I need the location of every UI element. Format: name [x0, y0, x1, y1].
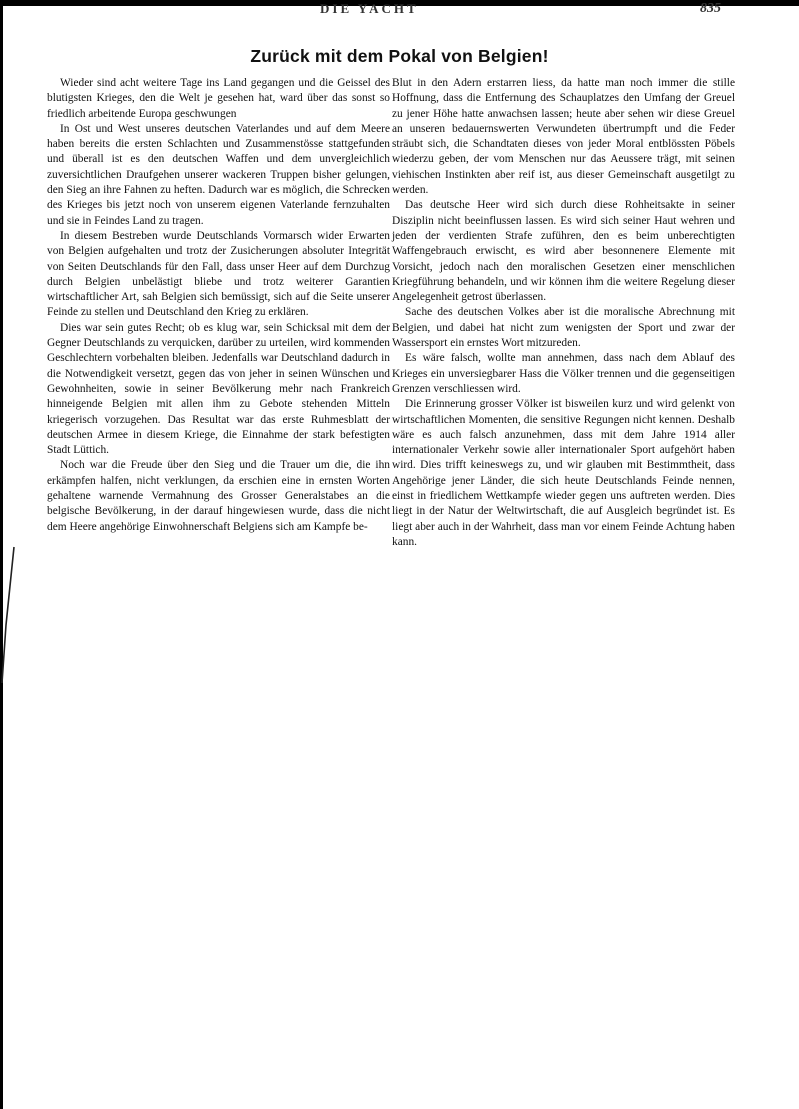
paragraph: In diesem Bestreben wurde Deutschlands Vormarsch wider Erwarten von Belgien aufgehalten und trotz der Zusicherungen absoluter Integrität von Seiten Deutschlands für den Fall, dass unser Heer auf dem Durchzug durch Belgien unbelästigt bliebe und trotz weiterer Garantien wirtschaftlicher Art, sah Belgien sich bemüssigt, sich auf die Seite unserer Feinde zu stellen und Deutschland den Krieg zu erklären.: [47, 229, 390, 319]
paragraph: Die Erinnerung grosser Völker ist bisweilen kurz und wird gelenkt von wirtschaftlichen Momenten, die sensitive Regungen nicht kennen. Deshalb wäre es auch falsch anzunehmen, dass mit dem Jahre 1914 aller internationaler Verkehr sowie aller internationaler Sport aufgehört haben wird. Dies trifft keineswegs zu, und wir glauben mit Bestimmtheit, dass Angehörige jener Länder, die sich heute Deutschlands Feinde nennen, einst in friedlichem Wettkampfe wieder gegen uns auftreten werden. Dies liegt in der Natur der Weltwirtschaft, die auf Ausgleich begründet ist. Es liegt aber auch in der Wahrheit, dass man vor einem Feinde Achtung haben kann.: [392, 398, 735, 548]
page-tear-mark: [0, 545, 30, 685]
article-title: Zurück mit dem Pokal von Belgien!: [250, 46, 549, 66]
paragraph: In Ost und West unseres deutschen Vaterlandes und auf dem Meere haben bereits die ersten Schlachten und Zusammenstösse stattgefunden und überall ist es den deutschen Waffen und dem unvergleichlich zuversichtlichen Draufgehen unserer wackeren Truppen bisher gelungen, den Sieg an ihre Fahnen zu heften. Dadurch war es möglich, die Schrecken des Krieges bis jetzt noch von unserem eigenen Vaterlande fernzuhalten und sie in Feindes Land zu tragen.: [47, 122, 390, 227]
paragraph: Dies war sein gutes Recht; ob es klug war, sein Schicksal mit dem der Gegner Deutschlands zu verquicken, darüber zu urteilen, wird kommenden Geschlechtern vorbehalten bleiben. Jedenfalls war Deutschland dadurch in die Notwendigkeit versetzt, gegen das von jeher in seinen Wünschen und Gewohnheiten, sowie in seiner Bevölkerung mehr nach Frankreich hinneigende Belgien mit allen ihm zu Gebote stehenden Mitteln kriegerisch vorzugehen. Das Resultat war das erste Ruhmesblatt der deutschen Armee in diesem Kriege, die Einnahme der stark befestigten Stadt Lüttich.: [47, 321, 390, 457]
paragraph: Das deutsche Heer wird sich durch diese Rohheitsakte in seiner Disziplin nicht beeinflussen lassen. Es wird sich seiner Haut wehren und jeden der verdienten Strafe zuführen, den es beim unberechtigten Waffengebrauch erwischt, es wird aber besonnenere Elemente mit Vorsicht, jedoch nach den moralischen Gesetzen einer menschlichen Kriegführung behandeln, und wir können ihm die weitere Regelung dieser Angelegenheit getrost überlassen.: [392, 199, 735, 304]
paragraph: Noch war die Freude über den Sieg und die Trauer um die, die ihn erkämpfen halfen, nicht verklungen, da erschien eine in ernsten Worten gehaltene warnende Vermahnung des Grosser Generalstabes an die belgische Bevölkerung, in der darauf hingewiesen wurde, dass die nicht dem Heere angehörige Einwohnerschaft Belgiens sich am Kampfe be-: [47, 459, 390, 533]
paragraph: Blut in den Adern erstarren liess, da hatte man noch immer die stille Hoffnung, dass die Entfernung des Schauplatzes den Umfang der Greuel zu jener Höhe hatte anwachsen lassen; heute aber sehen wir diese Greuel an unseren bedauernswerten Verwundeten übertrumpft und die Feder sträubt sich, die Schandtaten dieses von jeder Moral entblössten Pöbels wiederzu geben, der vom Menschen nur das Aeussere trägt, mit seinen viehischen Instinkten aber reif ist, aus dieser Gemeinschaft ausgetilgt zu werden.: [392, 77, 735, 197]
paragraph: Wieder sind acht weitere Tage ins Land gegangen und die Geissel des blutigsten Krieges, den die Welt je gesehen hat, ward über das sonst so friedlich arbeitende Europa geschwungen: [47, 77, 390, 120]
page-number: 835: [700, 1, 721, 16]
running-head: DIE YACHT: [320, 1, 419, 16]
right-column: [392, 76, 735, 550]
paragraph: Es wäre falsch, wollte man annehmen, dass nach dem Ablauf des Krieges ein unversiegbarer Hass die Völker trennen und die gegenseitigen Grenzen verschliessen wird.: [392, 352, 735, 395]
paragraph: Sache des deutschen Volkes aber ist die moralische Abrechnung mit Belgien, und dabei hat nicht zum wenigsten der Sport und zwar der Wassersport ein ernstes Wort mitzureden.: [392, 306, 735, 350]
left-column: [47, 76, 390, 535]
